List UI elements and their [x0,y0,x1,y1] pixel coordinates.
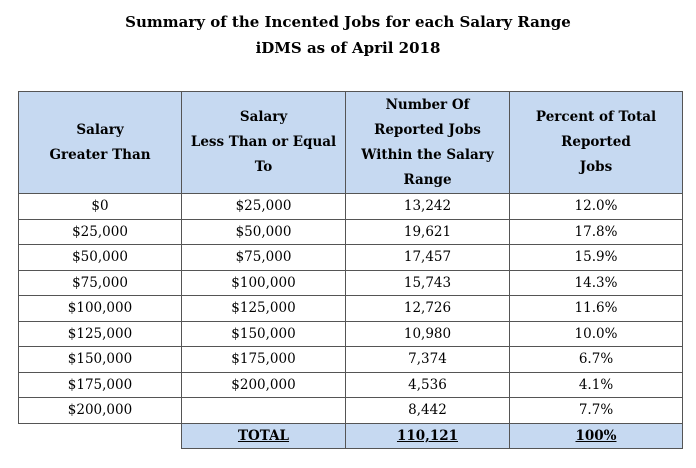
jobs-count-cell: 13,242 [346,194,510,220]
salary-greater-than-cell: $200,000 [19,398,182,424]
header-line: Reported Jobs [374,121,481,138]
jobs-count-cell: 4,536 [346,372,510,398]
salary-less-than-cell: $200,000 [182,372,346,398]
percent-cell: 15.9% [510,245,683,271]
table-row [19,372,683,398]
percent-cell: 17.8% [510,219,683,245]
percent-cell: 7.7% [510,398,683,424]
jobs-count-cell: 8,442 [346,398,510,424]
header-salary-greater-than [19,92,182,194]
salary-range-table [18,91,683,449]
table-row [19,194,683,220]
header-line: Within the Salary [361,146,494,163]
header-line: Greater Than [49,146,151,163]
total-percent: 100% [510,423,683,449]
jobs-count-cell: 17,457 [346,245,510,271]
table-row [19,245,683,271]
header-line: Salary [239,109,288,125]
table-row [19,296,683,322]
table-row [19,347,683,373]
salary-greater-than-cell: $25,000 [19,219,182,245]
salary-less-than-cell: $100,000 [182,270,346,296]
jobs-count-cell: 15,743 [346,270,510,296]
header-line: Number Of [385,96,470,113]
jobs-count-cell: 7,374 [346,347,510,373]
total-row-empty-cell [19,423,182,449]
salary-greater-than-cell: $125,000 [19,321,182,347]
document-title: Summary of the Incented Jobs for each Salary Range [125,13,571,31]
percent-cell: 14.3% [510,270,683,296]
header-line: Percent of Total [535,109,657,125]
salary-greater-than-cell: $150,000 [19,347,182,373]
table-row [19,398,683,424]
percent-cell: 6.7% [510,347,683,373]
salary-less-than-cell: $150,000 [182,321,346,347]
document-subtitle: iDMS as of April 2018 [255,39,441,57]
jobs-count-cell: 10,980 [346,321,510,347]
salary-less-than-cell: $50,000 [182,219,346,245]
header-row [19,92,683,194]
salary-greater-than-cell: $0 [19,194,182,220]
header-salary-less-than-or-equal [182,92,346,194]
salary-less-than-cell: $125,000 [182,296,346,322]
header-line: Salary [76,121,124,138]
percent-cell: 11.6% [510,296,683,322]
total-row [19,423,683,449]
percent-cell: 4.1% [510,372,683,398]
header-line: Range [403,171,452,188]
jobs-count-cell: 19,621 [346,219,510,245]
salary-less-than-cell: $25,000 [182,194,346,220]
total-label: TOTAL [182,423,346,449]
header-line: Less Than or Equal [190,134,337,150]
header-number-of-jobs [346,92,510,194]
percent-cell: 12.0% [510,194,683,220]
table-row [19,219,683,245]
header-line: Reported [561,134,631,150]
header-percent-of-total [510,92,683,194]
table-row [19,270,683,296]
total-jobs: 110,121 [346,423,510,449]
salary-greater-than-cell: $100,000 [19,296,182,322]
salary-less-than-cell: $175,000 [182,347,346,373]
salary-less-than-cell [182,398,346,424]
percent-cell: 10.0% [510,321,683,347]
salary-less-than-cell: $75,000 [182,245,346,271]
table-row [19,321,683,347]
salary-greater-than-cell: $50,000 [19,245,182,271]
salary-greater-than-cell: $75,000 [19,270,182,296]
header-line: Jobs [579,159,613,175]
jobs-count-cell: 12,726 [346,296,510,322]
salary-greater-than-cell: $175,000 [19,372,182,398]
header-line: To [254,159,273,175]
